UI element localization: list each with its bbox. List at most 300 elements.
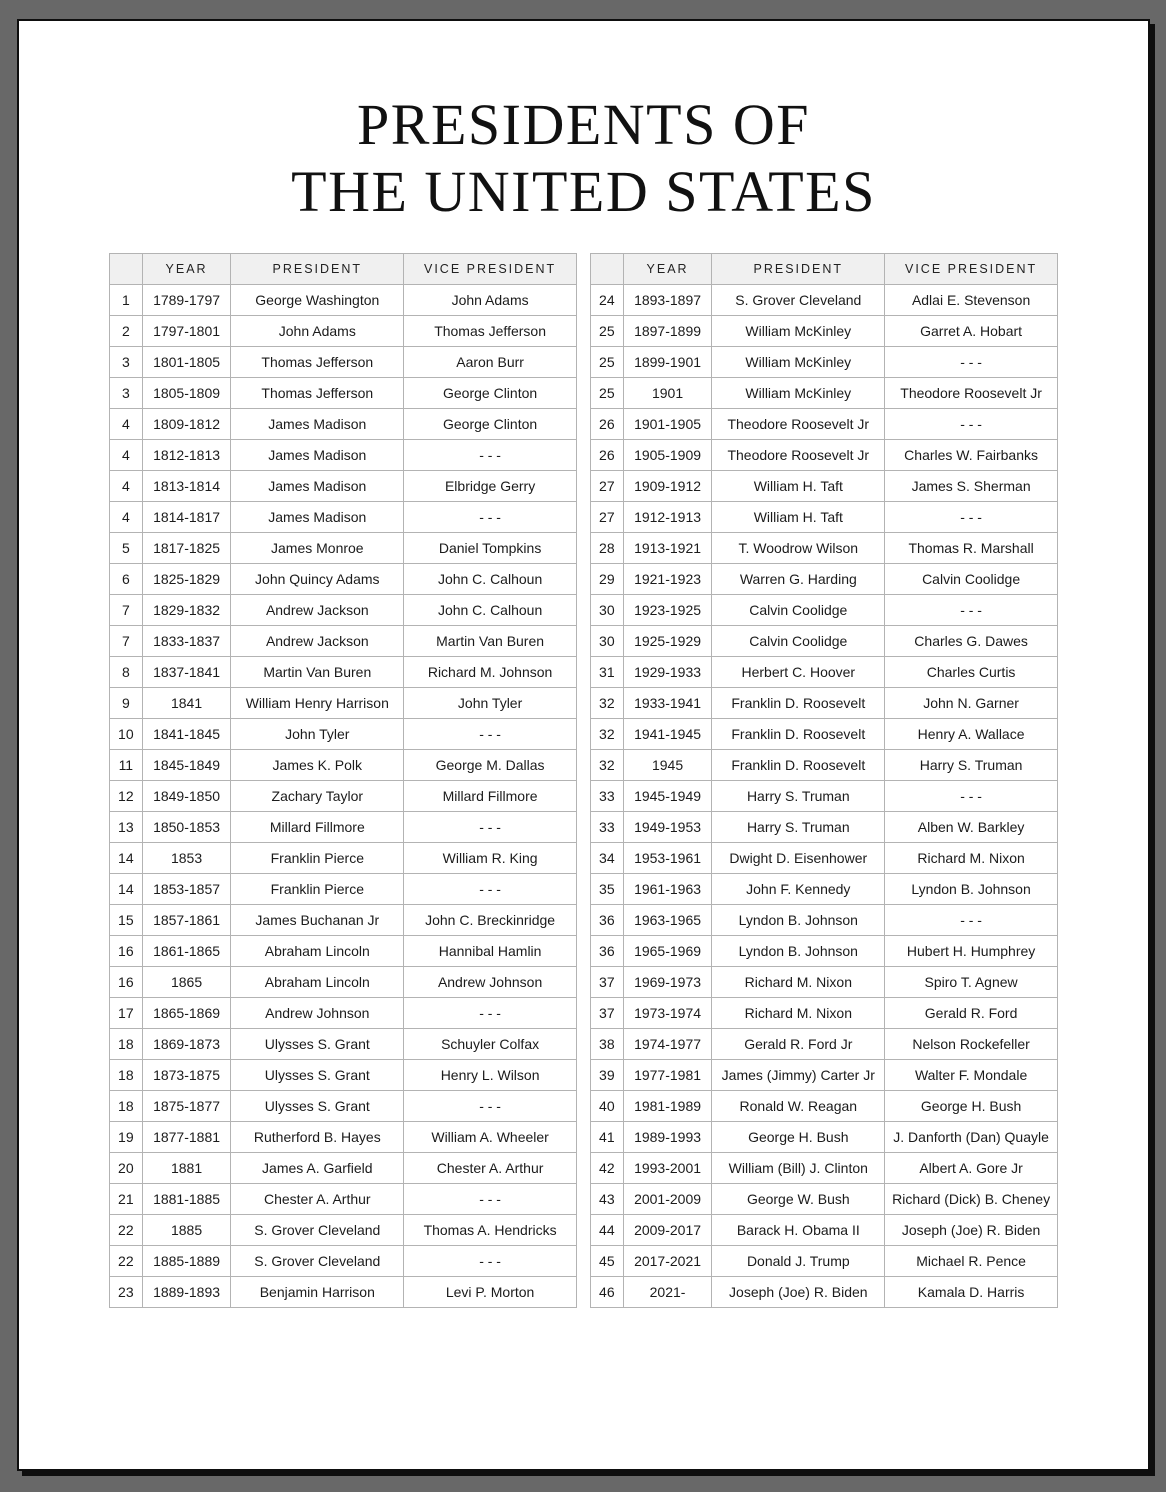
number-cell: 32 xyxy=(591,718,624,749)
year-cell: 1905-1909 xyxy=(623,439,712,470)
year-cell: 1913-1921 xyxy=(623,532,712,563)
table-row xyxy=(110,780,577,811)
vice-president-cell: Alben W. Barkley xyxy=(885,811,1058,842)
table-row xyxy=(110,1152,577,1183)
year-cell: 1845-1849 xyxy=(142,749,231,780)
year-cell: 1933-1941 xyxy=(623,687,712,718)
number-cell: 41 xyxy=(591,1121,624,1152)
vice-president-cell: Thomas R. Marshall xyxy=(885,532,1058,563)
number-cell: 30 xyxy=(591,625,624,656)
year-cell: 1945-1949 xyxy=(623,780,712,811)
year-cell: 1921-1923 xyxy=(623,563,712,594)
year-cell: 1841 xyxy=(142,687,231,718)
vice-president-cell: - - - xyxy=(404,501,577,532)
president-cell: James (Jimmy) Carter Jr xyxy=(712,1059,885,1090)
vice-president-cell: - - - xyxy=(885,408,1058,439)
vice-president-cell: Thomas A. Hendricks xyxy=(404,1214,577,1245)
table-row xyxy=(110,842,577,873)
table-row xyxy=(110,1090,577,1121)
year-cell: 1857-1861 xyxy=(142,904,231,935)
number-cell: 16 xyxy=(110,935,143,966)
president-cell: John F. Kennedy xyxy=(712,873,885,904)
table-row xyxy=(591,1059,1058,1090)
year-cell: 1833-1837 xyxy=(142,625,231,656)
table-row xyxy=(110,346,577,377)
number-cell: 4 xyxy=(110,501,143,532)
number-cell: 32 xyxy=(591,749,624,780)
table-row xyxy=(591,594,1058,625)
president-cell: Martin Van Buren xyxy=(231,656,404,687)
president-cell: Theodore Roosevelt Jr xyxy=(712,439,885,470)
table-row xyxy=(591,501,1058,532)
president-cell: Zachary Taylor xyxy=(231,780,404,811)
vice-president-cell: Richard (Dick) B. Cheney xyxy=(885,1183,1058,1214)
table-row xyxy=(110,718,577,749)
number-cell: 30 xyxy=(591,594,624,625)
year-cell: 1963-1965 xyxy=(623,904,712,935)
table-row xyxy=(591,284,1058,315)
year-cell: 2017-2021 xyxy=(623,1245,712,1276)
year-cell: 1949-1953 xyxy=(623,811,712,842)
number-cell: 12 xyxy=(110,780,143,811)
vice-president-cell: - - - xyxy=(885,904,1058,935)
year-cell: 2009-2017 xyxy=(623,1214,712,1245)
vice-president-cell: Martin Van Buren xyxy=(404,625,577,656)
vice-president-cell: George H. Bush xyxy=(885,1090,1058,1121)
table-row xyxy=(591,935,1058,966)
vice-president-cell: George Clinton xyxy=(404,377,577,408)
number-cell: 20 xyxy=(110,1152,143,1183)
vice-president-cell: George Clinton xyxy=(404,408,577,439)
vice-president-cell: - - - xyxy=(885,780,1058,811)
year-cell: 2001-2009 xyxy=(623,1183,712,1214)
column-header: YEAR xyxy=(623,253,712,284)
table-row xyxy=(591,470,1058,501)
president-cell: Theodore Roosevelt Jr xyxy=(712,408,885,439)
vice-president-cell: Henry L. Wilson xyxy=(404,1059,577,1090)
vice-president-cell: Albert A. Gore Jr xyxy=(885,1152,1058,1183)
table-row xyxy=(110,563,577,594)
vice-president-cell: - - - xyxy=(404,1183,577,1214)
year-cell: 1881-1885 xyxy=(142,1183,231,1214)
president-cell: S. Grover Cleveland xyxy=(712,284,885,315)
presidents-table-left xyxy=(109,253,577,1308)
table-row xyxy=(591,1183,1058,1214)
year-cell: 1961-1963 xyxy=(623,873,712,904)
table-row xyxy=(591,997,1058,1028)
year-cell: 2021- xyxy=(623,1276,712,1307)
vice-president-cell: J. Danforth (Dan) Quayle xyxy=(885,1121,1058,1152)
number-cell: 36 xyxy=(591,904,624,935)
president-cell: Calvin Coolidge xyxy=(712,594,885,625)
president-cell: Joseph (Joe) R. Biden xyxy=(712,1276,885,1307)
vice-president-cell: Theodore Roosevelt Jr xyxy=(885,377,1058,408)
table-row xyxy=(591,687,1058,718)
president-cell: Calvin Coolidge xyxy=(712,625,885,656)
vice-president-cell: Michael R. Pence xyxy=(885,1245,1058,1276)
table-row xyxy=(110,1059,577,1090)
vice-president-cell: - - - xyxy=(404,1245,577,1276)
vice-president-cell: Lyndon B. Johnson xyxy=(885,873,1058,904)
year-cell: 1861-1865 xyxy=(142,935,231,966)
year-cell: 1812-1813 xyxy=(142,439,231,470)
table-row xyxy=(110,377,577,408)
president-cell: S. Grover Cleveland xyxy=(231,1245,404,1276)
table-row xyxy=(110,594,577,625)
header-row xyxy=(591,253,1058,284)
table-row xyxy=(110,1276,577,1307)
column-header: PRESIDENT xyxy=(231,253,404,284)
president-cell: William H. Taft xyxy=(712,470,885,501)
year-cell: 1805-1809 xyxy=(142,377,231,408)
table-row xyxy=(591,532,1058,563)
president-cell: James A. Garfield xyxy=(231,1152,404,1183)
vice-president-cell: Richard M. Johnson xyxy=(404,656,577,687)
year-cell: 1941-1945 xyxy=(623,718,712,749)
number-cell: 9 xyxy=(110,687,143,718)
number-cell: 14 xyxy=(110,873,143,904)
president-cell: Lyndon B. Johnson xyxy=(712,935,885,966)
president-cell: William McKinley xyxy=(712,315,885,346)
president-cell: Richard M. Nixon xyxy=(712,997,885,1028)
column-header: VICE PRESIDENT xyxy=(404,253,577,284)
president-cell: Rutherford B. Hayes xyxy=(231,1121,404,1152)
number-cell: 36 xyxy=(591,935,624,966)
number-cell: 26 xyxy=(591,408,624,439)
year-cell: 1953-1961 xyxy=(623,842,712,873)
president-cell: John Adams xyxy=(231,315,404,346)
number-cell: 17 xyxy=(110,997,143,1028)
table-row xyxy=(110,997,577,1028)
year-cell: 1981-1989 xyxy=(623,1090,712,1121)
president-cell: Lyndon B. Johnson xyxy=(712,904,885,935)
year-cell: 1945 xyxy=(623,749,712,780)
president-cell: James Monroe xyxy=(231,532,404,563)
vice-president-cell: Hubert H. Humphrey xyxy=(885,935,1058,966)
vice-president-cell: Joseph (Joe) R. Biden xyxy=(885,1214,1058,1245)
table-row xyxy=(110,408,577,439)
number-cell: 22 xyxy=(110,1245,143,1276)
number-cell: 1 xyxy=(110,284,143,315)
table-row xyxy=(591,842,1058,873)
vice-president-cell: James S. Sherman xyxy=(885,470,1058,501)
vice-president-cell: Gerald R. Ford xyxy=(885,997,1058,1028)
president-cell: George W. Bush xyxy=(712,1183,885,1214)
vice-president-cell: George M. Dallas xyxy=(404,749,577,780)
vice-president-cell: Chester A. Arthur xyxy=(404,1152,577,1183)
table-row xyxy=(110,966,577,997)
president-cell: Franklin D. Roosevelt xyxy=(712,718,885,749)
number-cell: 21 xyxy=(110,1183,143,1214)
number-cell: 25 xyxy=(591,346,624,377)
year-cell: 1893-1897 xyxy=(623,284,712,315)
president-cell: Harry S. Truman xyxy=(712,780,885,811)
table-row xyxy=(591,966,1058,997)
year-cell: 1853-1857 xyxy=(142,873,231,904)
vice-president-cell: John Adams xyxy=(404,284,577,315)
table-row xyxy=(591,1152,1058,1183)
president-cell: Harry S. Truman xyxy=(712,811,885,842)
number-cell: 33 xyxy=(591,811,624,842)
year-cell: 1925-1929 xyxy=(623,625,712,656)
year-cell: 1801-1805 xyxy=(142,346,231,377)
vice-president-cell: Thomas Jefferson xyxy=(404,315,577,346)
table-row xyxy=(591,439,1058,470)
vice-president-cell: Charles G. Dawes xyxy=(885,625,1058,656)
number-cell: 3 xyxy=(110,377,143,408)
table-row xyxy=(591,377,1058,408)
table-row xyxy=(591,1214,1058,1245)
president-cell: James Madison xyxy=(231,470,404,501)
number-cell: 37 xyxy=(591,966,624,997)
year-cell: 1837-1841 xyxy=(142,656,231,687)
year-cell: 1929-1933 xyxy=(623,656,712,687)
president-cell: Franklin D. Roosevelt xyxy=(712,749,885,780)
president-cell: William Henry Harrison xyxy=(231,687,404,718)
vice-president-cell: Spiro T. Agnew xyxy=(885,966,1058,997)
vice-president-cell: Hannibal Hamlin xyxy=(404,935,577,966)
president-cell: T. Woodrow Wilson xyxy=(712,532,885,563)
vice-president-cell: Garret A. Hobart xyxy=(885,315,1058,346)
table-row xyxy=(110,749,577,780)
table-row xyxy=(110,935,577,966)
table-row xyxy=(591,1121,1058,1152)
president-cell: William McKinley xyxy=(712,377,885,408)
page-title xyxy=(19,91,1148,226)
president-cell: Ulysses S. Grant xyxy=(231,1028,404,1059)
president-cell: Gerald R. Ford Jr xyxy=(712,1028,885,1059)
number-cell: 8 xyxy=(110,656,143,687)
vice-president-cell: Levi P. Morton xyxy=(404,1276,577,1307)
president-cell: Richard M. Nixon xyxy=(712,966,885,997)
number-cell: 19 xyxy=(110,1121,143,1152)
table-row xyxy=(110,284,577,315)
president-cell: George Washington xyxy=(231,284,404,315)
vice-president-cell: William A. Wheeler xyxy=(404,1121,577,1152)
column-header xyxy=(110,253,143,284)
table-row xyxy=(591,811,1058,842)
president-cell: S. Grover Cleveland xyxy=(231,1214,404,1245)
table-row xyxy=(110,1245,577,1276)
table-row xyxy=(591,1245,1058,1276)
vice-president-cell: John Tyler xyxy=(404,687,577,718)
number-cell: 4 xyxy=(110,470,143,501)
number-cell: 10 xyxy=(110,718,143,749)
number-cell: 13 xyxy=(110,811,143,842)
year-cell: 1875-1877 xyxy=(142,1090,231,1121)
table-row xyxy=(591,780,1058,811)
table-row xyxy=(110,811,577,842)
year-cell: 1814-1817 xyxy=(142,501,231,532)
vice-president-cell: - - - xyxy=(404,873,577,904)
vice-president-cell: Charles W. Fairbanks xyxy=(885,439,1058,470)
vice-president-cell: Schuyler Colfax xyxy=(404,1028,577,1059)
vice-president-cell: John C. Calhoun xyxy=(404,563,577,594)
president-cell: William (Bill) J. Clinton xyxy=(712,1152,885,1183)
number-cell: 11 xyxy=(110,749,143,780)
table-row xyxy=(110,501,577,532)
year-cell: 1850-1853 xyxy=(142,811,231,842)
table-row xyxy=(110,687,577,718)
number-cell: 18 xyxy=(110,1059,143,1090)
number-cell: 25 xyxy=(591,377,624,408)
table-row xyxy=(591,563,1058,594)
table-row xyxy=(591,749,1058,780)
table-row xyxy=(591,904,1058,935)
president-cell: Abraham Lincoln xyxy=(231,966,404,997)
year-cell: 1797-1801 xyxy=(142,315,231,346)
number-cell: 45 xyxy=(591,1245,624,1276)
year-cell: 1909-1912 xyxy=(623,470,712,501)
number-cell: 34 xyxy=(591,842,624,873)
president-cell: Franklin Pierce xyxy=(231,873,404,904)
president-cell: James Buchanan Jr xyxy=(231,904,404,935)
table-row xyxy=(591,346,1058,377)
year-cell: 1885 xyxy=(142,1214,231,1245)
year-cell: 1897-1899 xyxy=(623,315,712,346)
year-cell: 1825-1829 xyxy=(142,563,231,594)
number-cell: 32 xyxy=(591,687,624,718)
number-cell: 27 xyxy=(591,501,624,532)
table-row xyxy=(591,315,1058,346)
vice-president-cell: Elbridge Gerry xyxy=(404,470,577,501)
table-row xyxy=(110,532,577,563)
table-row xyxy=(110,1121,577,1152)
year-cell: 1899-1901 xyxy=(623,346,712,377)
year-cell: 1841-1845 xyxy=(142,718,231,749)
table-row xyxy=(110,439,577,470)
number-cell: 5 xyxy=(110,532,143,563)
vice-president-cell: Henry A. Wallace xyxy=(885,718,1058,749)
number-cell: 38 xyxy=(591,1028,624,1059)
number-cell: 25 xyxy=(591,315,624,346)
president-cell: Herbert C. Hoover xyxy=(712,656,885,687)
year-cell: 1813-1814 xyxy=(142,470,231,501)
number-cell: 42 xyxy=(591,1152,624,1183)
number-cell: 6 xyxy=(110,563,143,594)
number-cell: 40 xyxy=(591,1090,624,1121)
number-cell: 18 xyxy=(110,1090,143,1121)
column-header: YEAR xyxy=(142,253,231,284)
number-cell: 23 xyxy=(110,1276,143,1307)
vice-president-cell: Adlai E. Stevenson xyxy=(885,284,1058,315)
president-cell: William H. Taft xyxy=(712,501,885,532)
vice-president-cell: Harry S. Truman xyxy=(885,749,1058,780)
number-cell: 22 xyxy=(110,1214,143,1245)
year-cell: 1977-1981 xyxy=(623,1059,712,1090)
president-cell: Ulysses S. Grant xyxy=(231,1059,404,1090)
number-cell: 44 xyxy=(591,1214,624,1245)
vice-president-cell: - - - xyxy=(885,346,1058,377)
table-row xyxy=(591,873,1058,904)
vice-president-cell: - - - xyxy=(885,594,1058,625)
number-cell: 46 xyxy=(591,1276,624,1307)
table-row xyxy=(591,1090,1058,1121)
vice-president-cell: Calvin Coolidge xyxy=(885,563,1058,594)
number-cell: 7 xyxy=(110,625,143,656)
vice-president-cell: - - - xyxy=(404,997,577,1028)
document-page xyxy=(17,19,1150,1471)
year-cell: 1989-1993 xyxy=(623,1121,712,1152)
president-cell: Dwight D. Eisenhower xyxy=(712,842,885,873)
president-cell: Ulysses S. Grant xyxy=(231,1090,404,1121)
president-cell: James K. Polk xyxy=(231,749,404,780)
president-cell: Millard Fillmore xyxy=(231,811,404,842)
year-cell: 1849-1850 xyxy=(142,780,231,811)
president-cell: Andrew Jackson xyxy=(231,594,404,625)
vice-president-cell: Daniel Tompkins xyxy=(404,532,577,563)
number-cell: 28 xyxy=(591,532,624,563)
year-cell: 1974-1977 xyxy=(623,1028,712,1059)
president-cell: John Quincy Adams xyxy=(231,563,404,594)
vice-president-cell: Millard Fillmore xyxy=(404,780,577,811)
number-cell: 2 xyxy=(110,315,143,346)
vice-president-cell: - - - xyxy=(404,1090,577,1121)
number-cell: 33 xyxy=(591,780,624,811)
number-cell: 4 xyxy=(110,408,143,439)
president-cell: Barack H. Obama II xyxy=(712,1214,885,1245)
vice-president-cell: Nelson Rockefeller xyxy=(885,1028,1058,1059)
table-row xyxy=(591,1276,1058,1307)
vice-president-cell: John N. Garner xyxy=(885,687,1058,718)
year-cell: 1901-1905 xyxy=(623,408,712,439)
number-cell: 35 xyxy=(591,873,624,904)
president-cell: Andrew Jackson xyxy=(231,625,404,656)
year-cell: 1881 xyxy=(142,1152,231,1183)
number-cell: 7 xyxy=(110,594,143,625)
number-cell: 43 xyxy=(591,1183,624,1214)
year-cell: 1869-1873 xyxy=(142,1028,231,1059)
year-cell: 1873-1875 xyxy=(142,1059,231,1090)
table-row xyxy=(591,718,1058,749)
table-row xyxy=(110,873,577,904)
year-cell: 1853 xyxy=(142,842,231,873)
vice-president-cell: John C. Breckinridge xyxy=(404,904,577,935)
vice-president-cell: - - - xyxy=(885,501,1058,532)
year-cell: 1965-1969 xyxy=(623,935,712,966)
table-row xyxy=(110,1183,577,1214)
number-cell: 24 xyxy=(591,284,624,315)
year-cell: 1865 xyxy=(142,966,231,997)
president-cell: James Madison xyxy=(231,501,404,532)
table-row xyxy=(110,1214,577,1245)
number-cell: 27 xyxy=(591,470,624,501)
number-cell: 26 xyxy=(591,439,624,470)
president-cell: Donald J. Trump xyxy=(712,1245,885,1276)
president-cell: Abraham Lincoln xyxy=(231,935,404,966)
year-cell: 1789-1797 xyxy=(142,284,231,315)
number-cell: 37 xyxy=(591,997,624,1028)
vice-president-cell: William R. King xyxy=(404,842,577,873)
page-title-line-2: THE UNITED STATES xyxy=(291,159,876,225)
president-cell: Thomas Jefferson xyxy=(231,377,404,408)
president-cell: Chester A. Arthur xyxy=(231,1183,404,1214)
number-cell: 29 xyxy=(591,563,624,594)
number-cell: 31 xyxy=(591,656,624,687)
year-cell: 1969-1973 xyxy=(623,966,712,997)
table-row xyxy=(110,315,577,346)
table-row xyxy=(110,904,577,935)
vice-president-cell: - - - xyxy=(404,439,577,470)
year-cell: 1865-1869 xyxy=(142,997,231,1028)
vice-president-cell: Charles Curtis xyxy=(885,656,1058,687)
year-cell: 1889-1893 xyxy=(142,1276,231,1307)
table-row xyxy=(110,1028,577,1059)
year-cell: 1973-1974 xyxy=(623,997,712,1028)
year-cell: 1877-1881 xyxy=(142,1121,231,1152)
vice-president-cell: John C. Calhoun xyxy=(404,594,577,625)
number-cell: 16 xyxy=(110,966,143,997)
